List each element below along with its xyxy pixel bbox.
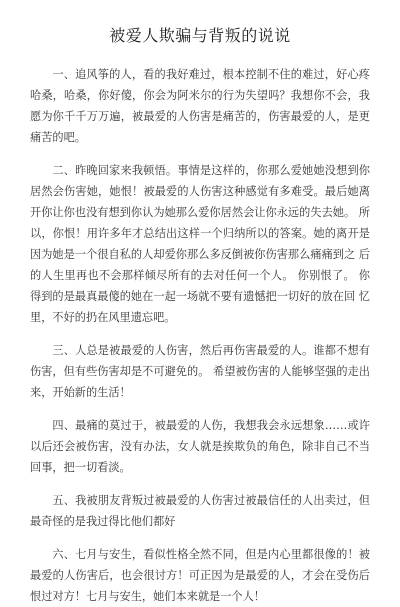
- paragraph-6: 六、七月与安生，看似性格全然不同，但是内心里都很像的！被 最爱的人伤害后，也会很讨方！可正因为是最爱的人，才会在受伤后 恨过对方！七月与安生，她们本来就是一个人！: [30, 548, 370, 603]
- paragraph-1: 一、追风筝的人，看的我好难过，根本控制不住的难过，好心疼 哈桑，哈桑，你好傻，你会为阿米尔的行为失望吗？我想你不会，我 愿为你千千万万遍，被最爱的人伤害是痛苦的，伤害最爱的人，是更 痛苦的吧。: [30, 68, 370, 144]
- paragraph-4: 四、最痛的莫过于，被最爱的人伤，我想我会永远想象……或许 以后还会被伤害，没有办法，女人就是挨欺负的角色，除非自己不当 回事，把一切看淡。: [30, 419, 370, 474]
- document-title: 被爱人欺骗与背叛的说说: [109, 26, 291, 45]
- paragraph-3: 三、人总是被最爱的人伤害，然后再伤害最爱的人。谁都不想有 伤害，但有些伤害却是不可避免的。 希望被伤害的人能够坚强的走出 来，开始新的生活！: [30, 344, 370, 399]
- paragraph-5: 五、我被朋友背叛过被最爱的人伤害过被最信任的人出卖过，但 最奇怪的是我过得比他们都好: [30, 494, 370, 528]
- paragraph-2: 二、昨晚回家来我顿悟。事情是这样的，你那么爱她她没想到你 居然会伤害她，她恨！被最爱的人伤害这种感觉有多难受。最后她离 开你让你也没有想到你认为她那么爱你居然会让你永远的失去她。 所 以，你恨！用许多年才总结出这样一个归纳所以的答案。她的离开是 因为她是一个很自私的人却爱你那么多反倒被你伤害那么痛痛到之 后的人生里再也不会那样倾尽所有的去对任何一个人。 你别恨了。 你 得到的是最真最傻的她在一起一场就不要有遗憾把一切好的放在回 忆里，不好的扔在风里遗忘吧。: [30, 164, 370, 324]
